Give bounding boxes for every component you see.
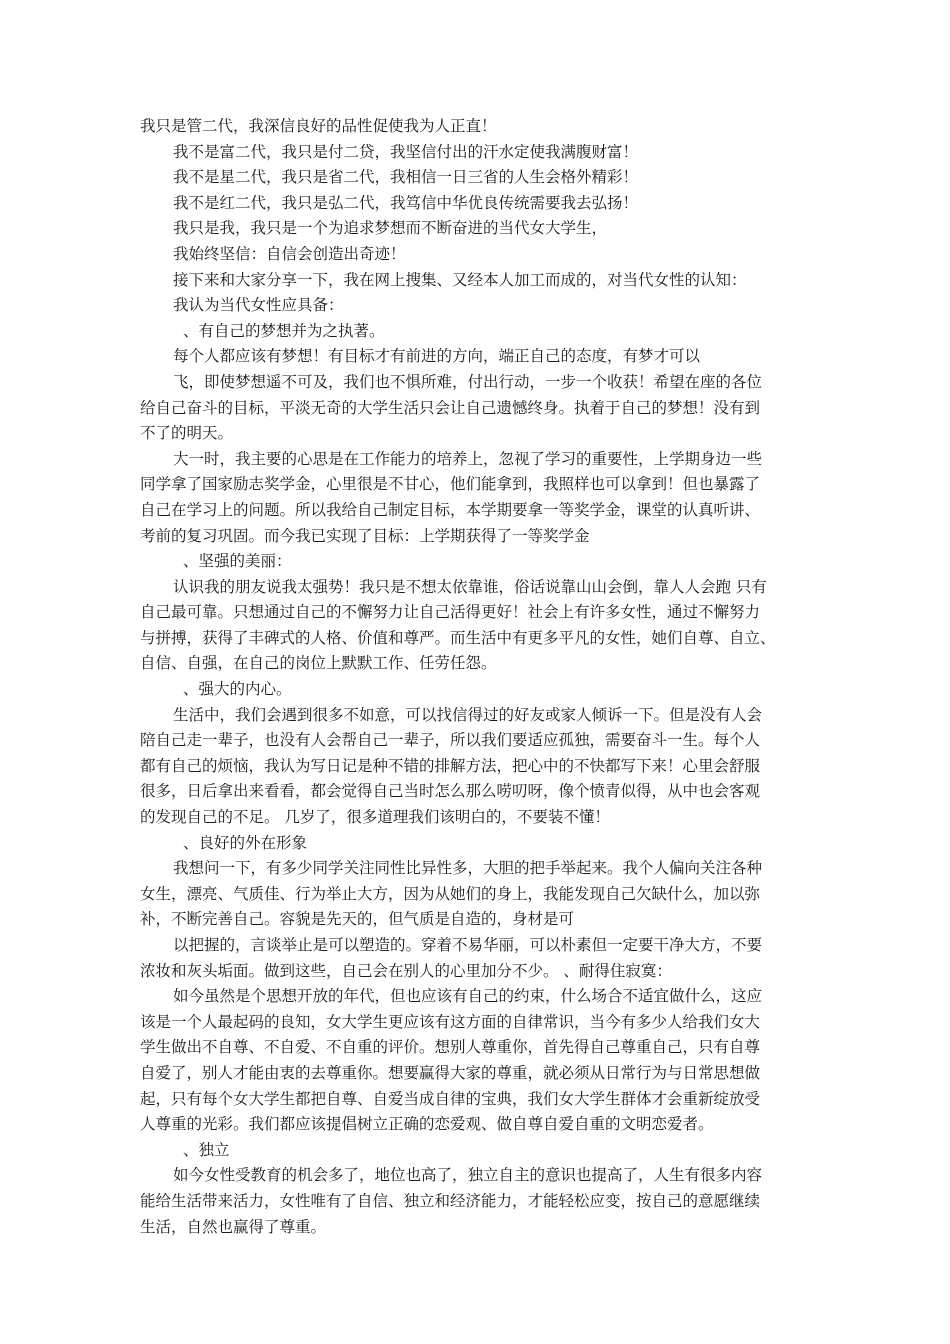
text-line: 与拼搏，获得了丰碑式的人格、价值和尊严。而生活中有更多平凡的女性，她们自尊、自立、 bbox=[140, 628, 776, 647]
text-line: 我想问一下，有多少同学关注同性比异性多，大胆的把手举起来。我个人偏向关注各种 bbox=[173, 859, 763, 878]
text-line: 以把握的，言谈举止是可以塑造的。穿着不易华丽，可以朴素但一定要干净大方，不要 bbox=[173, 936, 763, 954]
text-line: 我不是星二代，我只是省二代，我相信一日三省的人生会格外精彩！ bbox=[173, 168, 639, 187]
text-line: 我不是富二代，我只是付二贷，我坚信付出的汗水定使我满腹财富！ bbox=[173, 142, 639, 161]
text-line: 我只是管二代，我深信良好的品性促使我为人正直！ bbox=[140, 117, 497, 135]
text-line: 该是一个人最起码的良知，女大学生更应该有这方面的自律常识，当今有多少人给我们女大 bbox=[140, 1012, 761, 1031]
text-line: 、独立 bbox=[183, 1140, 230, 1159]
text-line: 生活中，我们会遇到很多不如意，可以找信得过的好友或家人倾诉一下。但是没有人会 bbox=[173, 705, 763, 724]
text-line: 自爱了，别人才能由衷的去尊重你。想要赢得大家的尊重，就必须从日常行为与日常思想做 bbox=[140, 1063, 761, 1082]
text-line: 我只是我，我只是一个为追求梦想而不断奋进的当代女大学生， bbox=[173, 219, 608, 238]
text-line: 同学拿了国家励志奖学金，心里很是不甘心，他们能拿到，我照样也可以拿到！但也暴露了 bbox=[140, 475, 761, 494]
text-line: 飞，即使梦想遥不可及，我们也不惧所难，付出行动，一步一个收获！希望在座的各位 bbox=[173, 372, 763, 391]
text-line: 自信、自强，在自己的岗位上默默工作、任劳任怨。 bbox=[140, 654, 497, 673]
text-line: 、坚强的美丽： bbox=[183, 552, 292, 571]
text-line: 不了的明天。 bbox=[140, 424, 234, 443]
text-line: 自己最可靠。只想通过自己的不懈努力让自己活得更好！社会上有许多女性，通过不懈努力 bbox=[140, 603, 761, 622]
text-line: 每个人都应该有梦想！有目标才有前进的方向，端正自己的态度，有梦才可以 bbox=[173, 347, 701, 366]
text-line: 女生，漂亮、气质佳、行为举止大方，因为从她们的身上，我能发现自己欠缺什么，加以弥 bbox=[140, 884, 761, 903]
text-line: 大一时，我主要的心思是在工作能力的培养上，忽视了学习的重要性，上学期身边一些 bbox=[173, 449, 763, 468]
text-line: 认识我的朋友说我太强势！我只是不想太依靠谁，俗话说靠山山会倒，靠人人会跑 只有 bbox=[173, 577, 767, 596]
text-line: 我认为当代女性应具备： bbox=[173, 296, 344, 315]
document-body bbox=[140, 114, 820, 1240]
text-line: 如今虽然是个思想开放的年代，但也应该有自己的约束，什么场合不适宜做什么，这应 bbox=[173, 987, 763, 1006]
text-line: 给自己奋斗的目标，平淡无奇的大学生活只会让自己遗憾终身。执着于自己的梦想！没有到 bbox=[140, 398, 761, 417]
text-line: 浓妆和灰头垢面。做到这些，自己会在别人的心里加分不少。 、耐得住寂寞： bbox=[140, 961, 672, 980]
text-line: 、有自己的梦想并为之执著。 bbox=[183, 321, 385, 340]
text-line: 我始终坚信：自信会创造出奇迹！ bbox=[173, 244, 406, 263]
text-line: 、强大的内心。 bbox=[183, 680, 292, 699]
text-line: 起，只有每个女大学生都把自尊、自爱当成自律的宝典，我们女大学生群体才会重新绽放受 bbox=[140, 1089, 761, 1108]
text-line: 补，不断完善自己。容貌是先天的，但气质是自造的，身材是可 bbox=[140, 910, 575, 929]
text-line: 自己在学习上的问题。所以我给自己制定目标，本学期要拿一等奖学金，课堂的认真听讲、 bbox=[140, 500, 761, 519]
text-line: 考前的复习巩固。而今我已实现了目标：上学期获得了一等奖学金 bbox=[140, 526, 590, 545]
text-line: 如今女性受教育的机会多了，地位也高了，独立自主的意识也提高了，人生有很多内容 bbox=[173, 1166, 763, 1185]
text-line: 生活，自然也赢得了尊重。 bbox=[140, 1217, 327, 1236]
text-line: 都有自己的烦恼，我认为写日记是种不错的排解方法，把心中的不快都写下来！心里会舒服 bbox=[140, 756, 761, 775]
text-line: 学生做出不自尊、不自爱、不自重的评价。想别人尊重你，首先得自己尊重自己，只有自尊 bbox=[140, 1038, 761, 1057]
text-line: 的发现自己的不足。 几岁了，很多道理我们该明白的，不要装不懂！ bbox=[140, 808, 610, 827]
text-line: 很多，日后拿出来看看，都会觉得自己当时怎么那么唠叨呀，像个愤青似得，从中也会客观 bbox=[140, 782, 761, 801]
text-line: 接下来和大家分享一下，我在网上搜集、又经本人加工而成的，对当代女性的认知： bbox=[173, 270, 747, 289]
text-line: 陪自己走一辈子，也没有人会帮自己一辈子，所以我们要适应孤独，需要奋斗一生。每个人 bbox=[140, 731, 761, 750]
text-line: 能给生活带来活力，女性唯有了自信、独立和经济能力，才能轻松应变，按自己的意愿继续 bbox=[140, 1191, 761, 1210]
text-line: 、良好的外在形象 bbox=[183, 833, 308, 852]
text-line: 我不是红二代，我只是弘二代，我笃信中华优良传统需要我去弘扬！ bbox=[173, 193, 639, 212]
text-line: 人尊重的光彩。我们都应该提倡树立正确的恋爱观、做自尊自爱自重的文明恋爱者。 bbox=[140, 1115, 714, 1134]
